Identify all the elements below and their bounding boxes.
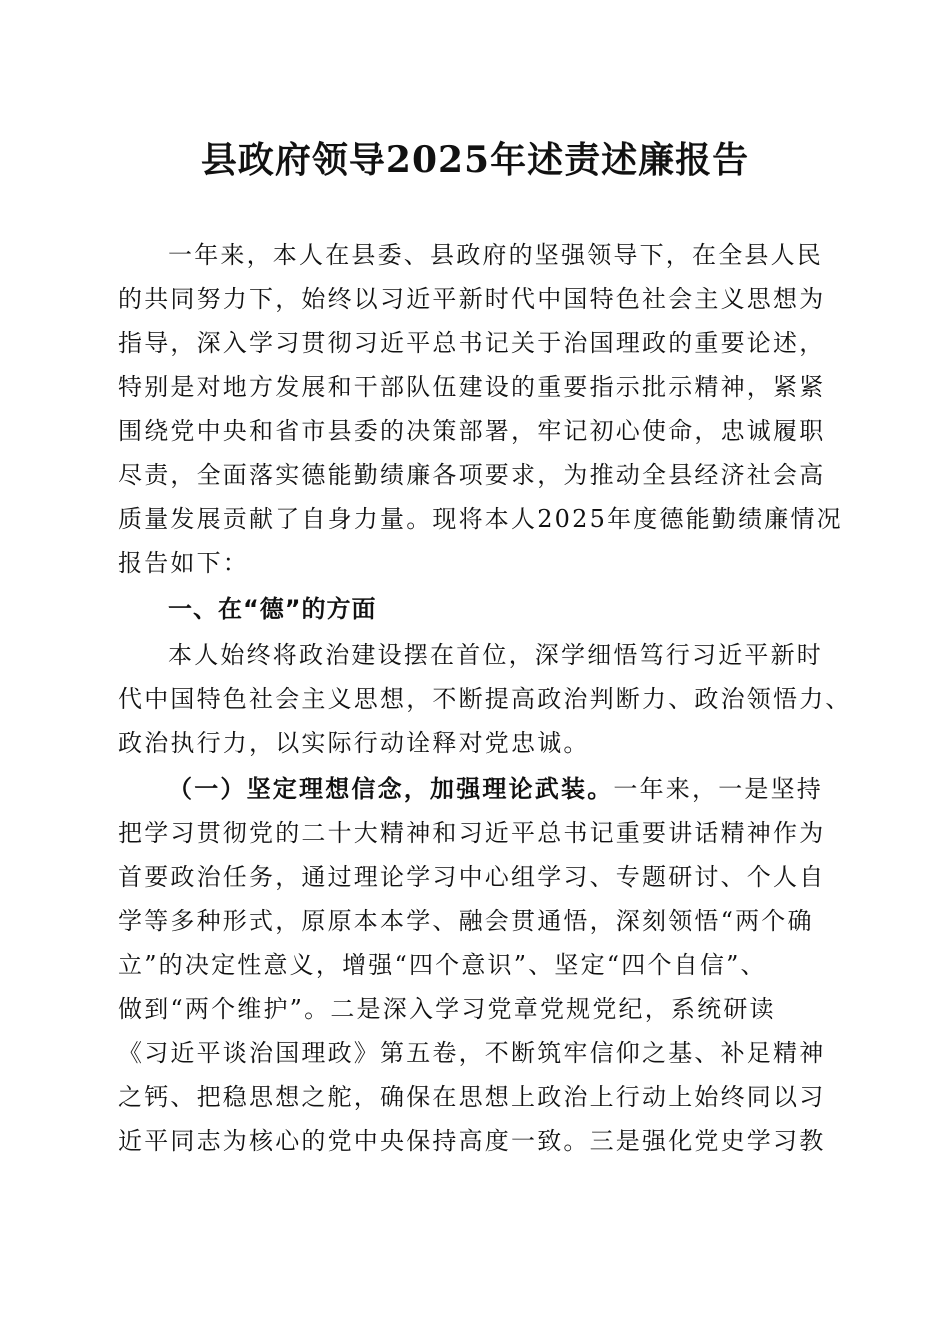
paragraph-line: 立”的决定性意义，增强“四个意识”、坚定“四个自信”、 [118,951,767,979]
paragraph-line: 指导，深入学习贯彻习近平总书记关于治国理政的重要论述， [118,329,826,357]
paragraph-line: 报告如下： [118,549,249,577]
paragraph-line: 《习近平谈治国理政》第五卷，不断筑牢信仰之基、补足精神 [118,1039,826,1067]
paragraph-line: 本人始终将政治建设摆在首位，深学细悟笃行习近平新时 [168,641,823,669]
paragraph-line: 代中国特色社会主义思想，不断提高政治判断力、政治领悟力、 [118,685,852,713]
paragraph-line: 尽责，全面落实德能勤绩廉各项要求，为推动全县经济社会高 [118,461,826,489]
paragraph-line: 围绕党中央和省市县委的决策部署，牢记初心使命，忠诚履职 [118,417,826,445]
paragraph-line: 的共同努力下，始终以习近平新时代中国特色社会主义思想为 [118,285,826,313]
paragraph-line: 质量发展贡献了自身力量。现将本人2025年度德能勤绩廉情况 [118,505,843,533]
paragraph-line: 把学习贯彻党的二十大精神和习近平总书记重要讲话精神作为 [118,819,826,847]
document-title: 县政府领导2025年述责述廉报告 [200,139,750,181]
paragraph-line: 做到“两个维护”。二是深入学习党章党规党纪，系统研读 [118,995,776,1023]
paragraph-line: 之钙、把稳思想之舵，确保在思想上政治上行动上始终同以习 [118,1083,826,1111]
paragraph-line: 一年来，本人在县委、县政府的坚强领导下，在全县人民 [168,241,823,269]
section-heading: 一、在“德”的方面 [168,595,377,623]
paragraph-line: 学等多种形式，原原本本学、融会贯通悟，深刻领悟“两个确 [118,907,814,935]
paragraph-line: 政治执行力，以实际行动诠释对党忠诚。 [118,729,590,757]
subsection-heading: （一）坚定理想信念，加强理论武装。 [168,775,614,803]
subsection-text: 一年来，一是坚持 [613,775,824,803]
paragraph-line: 首要政治任务，通过理论学习中心组学习、专题研讨、个人自 [118,863,826,891]
paragraph-line: 特别是对地方发展和干部队伍建设的重要指示批示精神，紧紧 [118,373,826,401]
subsection-line [168,774,823,804]
paragraph-line: 近平同志为核心的党中央保持高度一致。三是强化党史学习教 [118,1127,826,1155]
